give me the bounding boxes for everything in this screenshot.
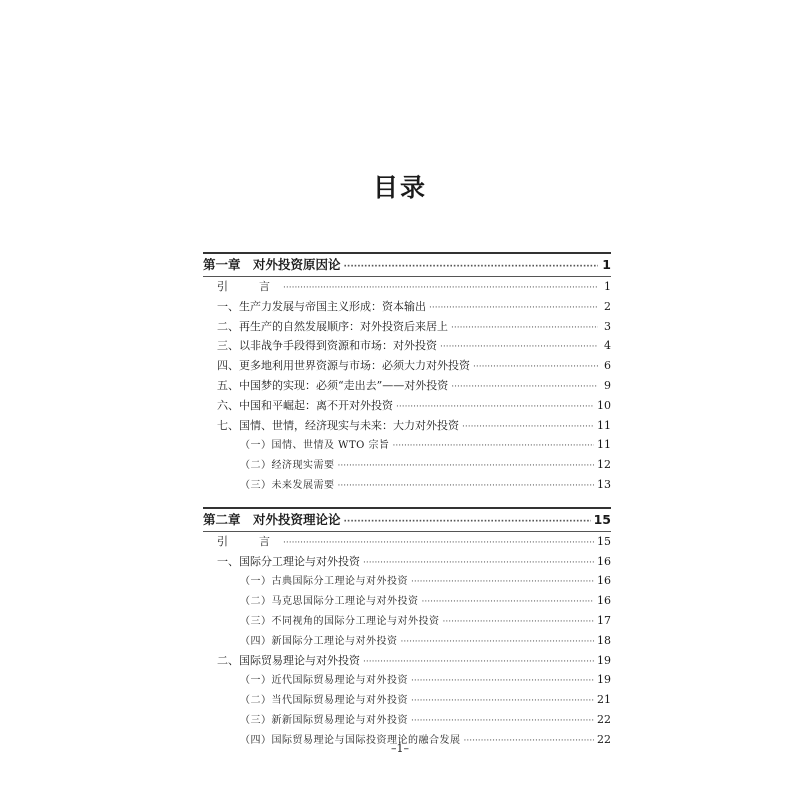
toc-section-row[interactable] [203, 277, 611, 297]
toc-subsection-row[interactable] [203, 631, 611, 651]
dot-leader [473, 358, 598, 378]
dot-leader [338, 457, 595, 477]
toc-section-row[interactable] [203, 396, 611, 416]
page-number: 3 [604, 319, 611, 333]
entry-title: 六、中国和平崛起：离不开对外投资 [217, 398, 393, 412]
page-number: 16 [597, 574, 611, 588]
page-number: 11 [597, 438, 611, 452]
page-number: 21 [597, 693, 611, 707]
page-number: 4 [604, 339, 611, 353]
entry-title: （三）不同视角的国际分工理论与对外投资 [240, 615, 440, 627]
dot-leader [344, 511, 591, 533]
dot-leader [411, 573, 594, 593]
page-number: 10 [597, 398, 611, 412]
toc-subsection-row[interactable] [203, 670, 611, 690]
chapter-title: 第二章 对外投资理论论 [203, 511, 341, 527]
dot-leader [429, 299, 598, 319]
toc-section-row[interactable] [203, 651, 611, 671]
page-number: 19 [597, 673, 611, 687]
toc-section-row[interactable] [203, 532, 611, 552]
toc-subsection-row[interactable] [203, 435, 611, 455]
toc-subsection-row[interactable] [203, 591, 611, 611]
dot-leader [363, 554, 594, 574]
page-number: 16 [597, 554, 611, 568]
entry-title: 七、国情、世情，经济现实与未来：大力对外投资 [217, 418, 459, 432]
entry-title: （三）新新国际贸易理论与对外投资 [240, 714, 408, 726]
table-of-contents [203, 252, 611, 750]
toc-subsection-row[interactable] [203, 571, 611, 591]
page-title: 目录 [372, 173, 427, 202]
toc-section-row[interactable] [203, 297, 611, 317]
entry-title: 引 言 [217, 280, 280, 293]
dot-leader [344, 256, 598, 278]
entry-title: 一、生产力发展与帝国主义形成：资本输出 [217, 299, 426, 313]
entry-title: （二）经济现实需要 [240, 460, 335, 472]
page-number: 22 [597, 712, 611, 726]
toc-subsection-row[interactable] [203, 611, 611, 631]
page-number: 16 [597, 594, 611, 608]
toc-section-row[interactable] [203, 356, 611, 376]
dot-leader [411, 712, 594, 732]
entry-title: （二）当代国际贸易理论与对外投资 [240, 695, 408, 707]
page-number: 1 [602, 257, 611, 272]
chapter-title: 第一章 对外投资原因论 [203, 257, 341, 272]
page-number-footer: –1– [391, 742, 409, 755]
entry-title: 五、中国梦的实现：必须“走出去”——对外投资 [217, 378, 449, 392]
page-number: 19 [597, 653, 611, 667]
page-number: 15 [593, 511, 611, 527]
page-number: 1 [604, 280, 611, 293]
page-number: 12 [597, 458, 611, 472]
toc-section-row[interactable] [203, 376, 611, 396]
dot-leader [411, 672, 594, 692]
toc-subsection-row[interactable] [203, 710, 611, 730]
toc-section-row[interactable] [203, 336, 611, 356]
dot-leader [411, 692, 594, 712]
entry-title: 二、国际贸易理论与对外投资 [217, 653, 360, 667]
page-number: 2 [604, 299, 611, 313]
chapter-heading-row[interactable] [203, 509, 611, 532]
page-number: 6 [604, 359, 611, 373]
page-number: 17 [597, 613, 611, 627]
dot-leader [451, 319, 598, 339]
entry-title: 二、再生产的自然发展顺序：对外投资后来居上 [217, 319, 448, 333]
dot-leader [393, 437, 594, 457]
entry-title: 引 言 [217, 534, 280, 548]
toc-subsection-row[interactable] [203, 475, 611, 495]
dot-leader [401, 633, 595, 653]
entry-title: 一、国际分工理论与对外投资 [217, 554, 360, 568]
entry-title: （四）新国际分工理论与对外投资 [240, 635, 398, 647]
page-number: 9 [604, 378, 611, 392]
page-number: 15 [597, 534, 611, 548]
entry-title: （二）马克思国际分工理论与对外投资 [240, 596, 419, 608]
dot-leader [338, 477, 595, 497]
entry-title: 三、以非战争手段得到资源和市场：对外投资 [217, 339, 437, 353]
dot-leader [443, 613, 595, 633]
entry-title: （一）古典国际分工理论与对外投资 [240, 576, 408, 588]
page-number: 11 [597, 418, 611, 432]
toc-subsection-row[interactable] [203, 455, 611, 475]
page-number: 18 [597, 633, 611, 647]
toc-section-row[interactable] [203, 416, 611, 436]
entry-title: （一）国情、世情及 WTO 宗旨 [240, 440, 390, 452]
page-number: 22 [597, 732, 611, 746]
toc-section-row[interactable] [203, 317, 611, 337]
entry-title: （一）近代国际贸易理论与对外投资 [240, 675, 408, 687]
toc-section-row[interactable] [203, 552, 611, 572]
dot-leader [363, 653, 594, 673]
entry-title: 四、更多地利用世界资源与市场：必须大力对外投资 [217, 359, 470, 373]
toc-subsection-row[interactable] [203, 690, 611, 710]
chapter-heading-row[interactable] [203, 254, 611, 277]
dot-leader [422, 593, 595, 613]
entry-title: （四）国际贸易理论与国际投资理论的融合发展 [240, 734, 461, 746]
dot-leader [451, 378, 598, 398]
entry-title: （三）未来发展需要 [240, 479, 335, 491]
dot-leader [462, 418, 594, 438]
page-number: 13 [597, 477, 611, 491]
